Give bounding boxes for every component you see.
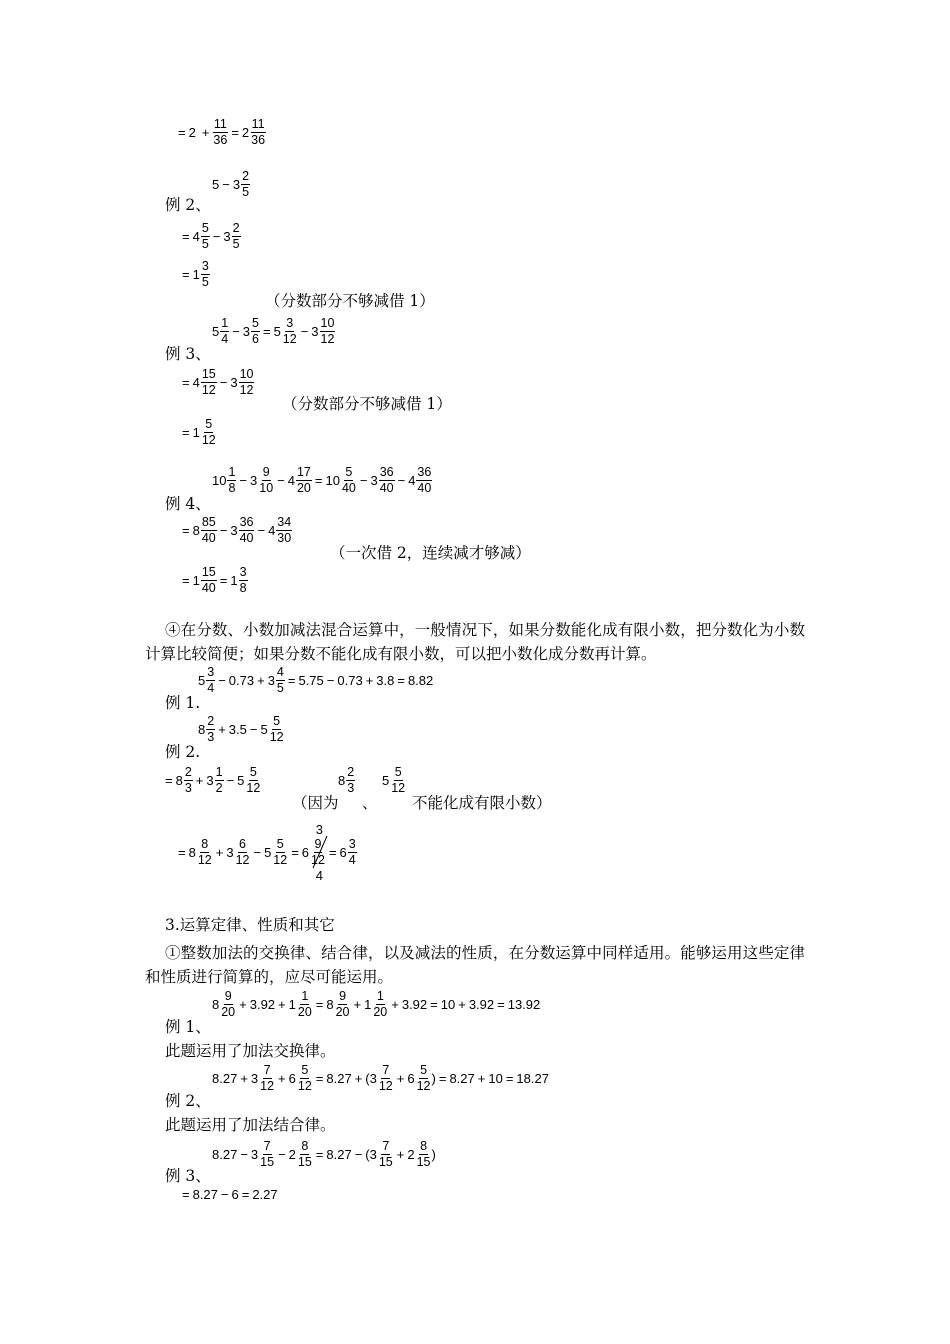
annotation-note: （分数部分不够减借 1） [282, 395, 452, 413]
section-title: 3.运算定律、性质和其它 [165, 916, 335, 934]
math-symbol: + [201, 124, 210, 140]
because-fraction-1: 8 2 3 [338, 765, 355, 795]
calc-step: = 1 15 40 = 1 3 8 [182, 565, 247, 595]
fraction: $\frac{11}{36}$ [213, 117, 228, 147]
example-label: 例 2、 [165, 196, 211, 214]
cancelled-fraction: 6 9 12 3 4 [302, 838, 326, 867]
math-symbol: = [231, 124, 239, 140]
annotation-note: （分数部分不够减借 1） [265, 292, 435, 310]
example-label: 例 2. [165, 743, 201, 761]
math-symbol: = [178, 124, 186, 140]
calc-step: = 1 5 12 [182, 417, 216, 447]
example-note: 此题运用了加法交换律。 [165, 1042, 336, 1060]
example-question: 8.27 − 3 7 15 − 2 8 15 = 8.27 − ( 3 7 15 + 2 8 15 ) [212, 1139, 436, 1169]
because-note-separator: 、 [362, 794, 378, 812]
example-label: 例 4、 [165, 495, 211, 513]
calc-step: = 8 85 40 − 3 36 40 − 4 34 30 [182, 515, 292, 545]
calc-line-1 [178, 118, 266, 147]
paragraph-decimal-fraction: ④在分数、小数加减法混合运算中，一般情况下，如果分数能化成有限小数，把分数化为小数计算比较简便；如果分数不能化成有限小数，可以把小数化成分数再计算。 [145, 621, 805, 663]
example-label: 例 3、 [165, 345, 211, 363]
because-note-open: （因为 [292, 794, 339, 812]
example-question: 5 1 4 − 3 5 6 = 5 3 12 − 3 10 12 [212, 316, 335, 346]
cancel-bottom-number: 4 [315, 868, 324, 883]
example-question: 5 − 3 2 5 [212, 169, 250, 199]
calc-step: = 8 8 12 + 3 6 12 − 5 5 12 = 6 9 12 3 4 = 6 3 4 [178, 822, 356, 883]
because-note-close: 不能化成有限小数） [412, 794, 552, 812]
annotation-note: （一次借 2，连续减才够减） [330, 544, 531, 562]
calc-step: = 4 5 5 − 3 2 5 [182, 221, 240, 251]
mixed-number: 2 11 36 [241, 117, 266, 147]
calc-step: = 8 2 3 + 3 1 2 − 5 5 12 [165, 765, 261, 795]
calc-step: = 4 15 12 − 3 10 12 [182, 367, 254, 397]
example-question: 8 9 20 + 3.92 + 1 1 20 = 8 9 20 + 1 1 20 + 3.92 = 10 + 3.92 = 13.92 [212, 989, 541, 1019]
example-label: 例 1、 [165, 1018, 211, 1036]
example-label: 例 1. [165, 694, 201, 712]
cancel-strike-icon [310, 834, 330, 870]
section-paragraph: ①整数加法的交换律、结合律，以及减法的性质，在分数运算中同样适用。能够运用这些定律和性质进行简算的，应尽可能运用。 [145, 944, 805, 986]
calc-step: = 8.27 − 6 = 2.27 [182, 1187, 278, 1202]
example-label: 例 2、 [165, 1092, 211, 1110]
math-number: 2 [188, 124, 196, 140]
example-question: 5 3 4 − 0.73 + 3 4 5 = 5.75 − 0.73 + 3.8 = 8.82 [198, 665, 434, 695]
because-fraction-2: 5 5 12 [382, 765, 406, 795]
example-question: 10 1 8 − 3 9 10 − 4 17 20 = 10 5 40 − 3 36 40 − 4 36 40 [212, 465, 432, 495]
example-label: 例 3、 [165, 1167, 211, 1185]
cancel-top-number: 3 [315, 822, 324, 837]
example-question: 8 2 3 + 3.5 − 5 5 12 [198, 714, 284, 744]
example-note: 此题运用了加法结合律。 [165, 1116, 336, 1134]
example-question: 8.27 + 3 7 12 + 6 5 12 = 8.27 + ( 3 7 12 + 6 5 12 ) = 8.27 + 10 = 18.27 [212, 1063, 549, 1093]
calc-step: = 1 3 5 [182, 259, 209, 289]
